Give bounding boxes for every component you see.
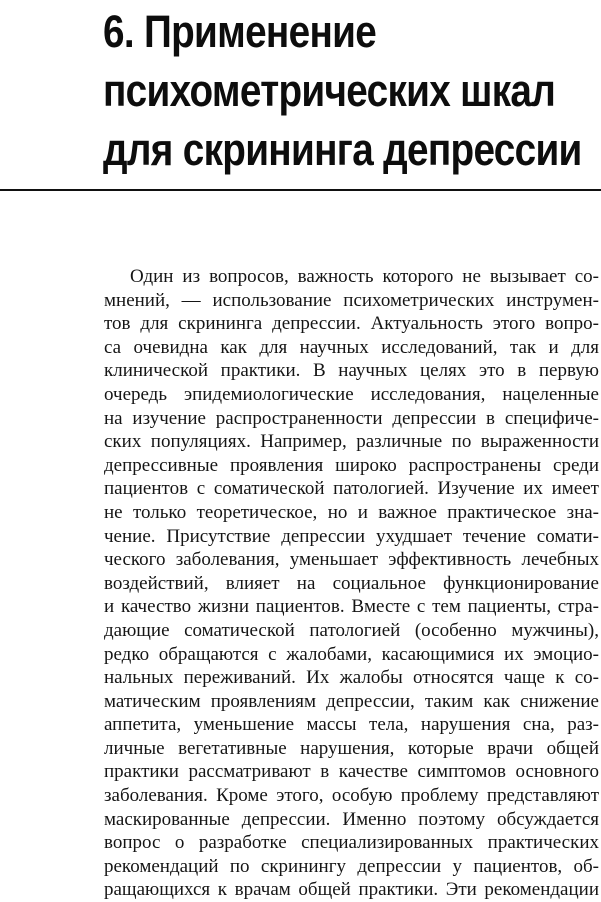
chapter-title-line-1: 6. Применение <box>103 6 377 57</box>
body-line: тов для скрининга депрессии. Актуальность этого вопро- <box>104 313 599 335</box>
body-line: ческого заболевания, уменьшает эффективность лечебных <box>104 549 599 571</box>
body-line: клинической практики. В научных целях это в первую <box>104 360 599 382</box>
body-line: редко обращаются с жалобами, касающимися их эмоцио- <box>104 643 599 665</box>
body-line: чение. Присутствие депрессии ухудшает течение сомати- <box>104 525 599 547</box>
body-line: личные вегетативные нарушения, которые врачи общей <box>104 737 599 759</box>
body-paragraph <box>104 265 599 902</box>
chapter-title-line-2: психометрических шкал <box>103 65 556 116</box>
body-line: вопрос о разработке специализированных практических <box>104 832 599 854</box>
body-line: мнений, — использование психометрических инструмен- <box>104 289 599 311</box>
body-line: маскированные депрессии. Именно поэтому обсуждается <box>104 808 599 830</box>
body-line: практики рассматривают в качестве симптомов основного <box>104 761 599 783</box>
body-line: заболевания. Кроме этого, особую проблему представляют <box>104 785 599 807</box>
body-line: Один из вопросов, важность которого не вызывает со- <box>130 266 599 287</box>
chapter-title-line-3: для скрининга депрессии <box>103 124 582 175</box>
body-line: не только теоретическое, но и важное практическое зна- <box>104 501 599 523</box>
body-line: ских популяциях. Например, различные по выраженности <box>104 431 599 453</box>
body-line: и качество жизни пациентов. Вместе с тем пациенты, стра- <box>104 596 599 618</box>
body-line: са очевидна как для научных исследований, так и для <box>104 336 599 358</box>
body-line: очередь эпидемиологические исследования, нацеленные <box>104 383 599 405</box>
body-line: воздействий, влияет на социальное функционирование <box>104 572 599 594</box>
body-line: на изучение распространенности депрессии в специфиче- <box>104 407 599 429</box>
chapter-title <box>103 2 583 179</box>
body-line: аппетита, уменьшение массы тела, нарушения сна, раз- <box>104 714 599 736</box>
title-divider <box>0 189 601 191</box>
body-line: пациентов с соматической патологией. Изучение их имеет <box>104 478 599 500</box>
body-line: матическим проявлениям депрессии, таким как снижение <box>104 690 599 712</box>
body-line: ращающихся к врачам общей практики. Эти рекомендации <box>104 879 599 901</box>
body-line: нальных переживаний. Их жалобы относятся чаще к со- <box>104 667 599 689</box>
body-line: дающие соматической патологией (особенно мужчины), <box>104 619 599 641</box>
body-line: рекомендаций по скринингу депрессии у пациентов, об- <box>104 855 599 877</box>
body-line: депрессивные проявления широко распространены среди <box>104 454 599 476</box>
